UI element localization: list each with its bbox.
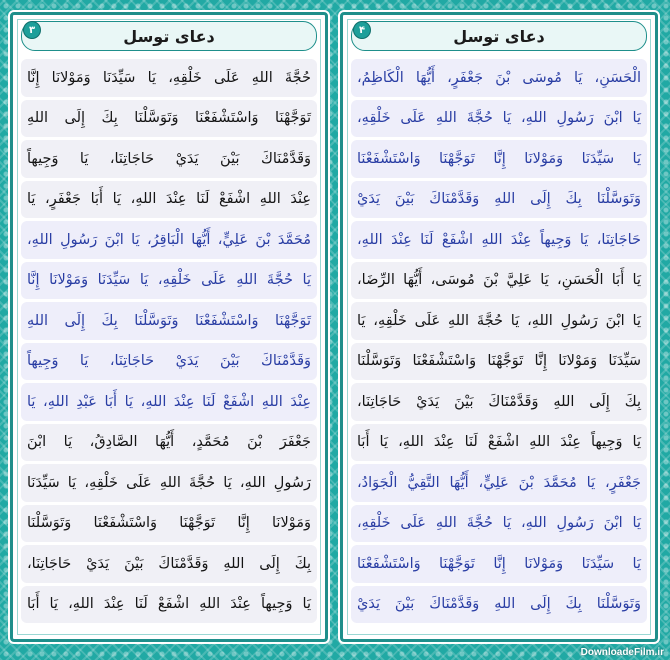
page-number-badge: ۴ <box>353 21 371 39</box>
text-line-content: تَوَجَّهْنَا وَاسْتَشْفَعْنَا وَتَوَسَّلْنَا بِكَ إِلَى اللهِ <box>27 312 311 329</box>
text-line <box>21 140 317 178</box>
left-page-header <box>21 21 317 51</box>
text-line-content: عِنْدَ اللهِ اشْفَعْ لَنَا عِنْدَ اللهِ، يَا أَبَا جَعْفَرٍ، يَا <box>27 191 311 208</box>
text-line <box>351 140 647 178</box>
text-line-content: الْحَسَنِ، يَا مُوسَى بْنَ جَعْفَرٍ، أَيُّهَا الْكَاظِمُ، <box>357 69 641 86</box>
text-line <box>21 59 317 97</box>
text-line <box>351 505 647 543</box>
text-line-content: يَا ابْنَ رَسُولِ اللهِ، يَا حُجَّةَ اللهِ عَلَى خَلْقِهِ، يَا <box>357 312 641 329</box>
text-line <box>351 383 647 421</box>
text-line <box>21 586 317 624</box>
text-line <box>351 343 647 381</box>
text-line-content: عِنْدَ اللهِ اشْفَعْ لَنَا عِنْدَ اللهِ، يَا أَبَا عَبْدِ اللهِ، يَا <box>27 393 311 410</box>
text-line <box>21 343 317 381</box>
text-line <box>21 100 317 138</box>
text-line-content: يَا حُجَّةَ اللهِ عَلَى خَلْقِهِ، يَا سَيِّدَنَا وَمَوْلانَا إِنَّا <box>27 272 311 289</box>
text-line-content: بِكَ إِلَى اللهِ وَقَدَّمْنَاكَ بَيْنَ يَدَيْ حَاجَاتِنَا، <box>27 555 311 572</box>
text-line <box>351 59 647 97</box>
text-line-content: سَيِّدَنَا وَمَوْلانَا إِنَّا تَوَجَّهْنَا وَاسْتَشْفَعْنَا وَتَوَسَّلْنَا <box>357 353 641 370</box>
text-line-content: وَقَدَّمْنَاكَ بَيْنَ يَدَيْ حَاجَاتِنَا، يَا وَجِيهاً <box>27 150 311 167</box>
text-line <box>351 545 647 583</box>
text-line-content: تَوَجَّهْنَا وَاسْتَشْفَعْنَا وَتَوَسَّلْنَا بِكَ إِلَى اللهِ <box>27 110 311 127</box>
text-line-content: يَا سَيِّدَنَا وَمَوْلانَا إِنَّا تَوَجَّهْنَا وَاسْتَشْفَعْنَا <box>357 150 641 167</box>
right-page-header <box>351 21 647 51</box>
text-line-content: يَا سَيِّدَنَا وَمَوْلانَا إِنَّا تَوَجَّهْنَا وَاسْتَشْفَعْنَا <box>357 555 641 572</box>
text-line <box>21 302 317 340</box>
text-line-content: وَتَوَسَّلْنَا بِكَ إِلَى اللهِ وَقَدَّمْنَاكَ بَيْنَ يَدَيْ <box>357 191 641 208</box>
text-line-content: حُجَّةَ اللهِ عَلَى خَلْقِهِ، يَا سَيِّدَنَا وَمَوْلانَا إِنَّا <box>27 69 311 86</box>
text-line-content: يَا وَجِيهاً عِنْدَ اللهِ اشْفَعْ لَنَا عِنْدَ اللهِ، يَا أَبَا <box>357 434 641 451</box>
page-title: دعای توسل <box>123 26 215 46</box>
watermark: DownloadeFilm.ir <box>580 647 664 658</box>
text-line-content: يَا ابْنَ رَسُولِ اللهِ، يَا حُجَّةَ اللهِ عَلَى خَلْقِهِ، <box>357 110 641 127</box>
text-line-content: يَا ابْنَ رَسُولِ اللهِ، يَا حُجَّةَ اللهِ عَلَى خَلْقِهِ، <box>357 515 641 532</box>
text-line <box>21 262 317 300</box>
text-line <box>351 586 647 624</box>
text-line-content: يَا أَبَا الْحَسَنِ، يَا عَلِيَّ بْنَ مُوسَى، أَيُّهَا الرِّضَا، <box>357 272 641 289</box>
text-line-content: رَسُولِ اللهِ، يَا حُجَّةَ اللهِ عَلَى خَلْقِهِ، يَا سَيِّدَنَا <box>27 474 311 491</box>
text-line <box>21 505 317 543</box>
page-number-badge: ۳ <box>23 21 41 39</box>
text-line-content: وَتَوَسَّلْنَا بِكَ إِلَى اللهِ وَقَدَّمْنَاكَ بَيْنَ يَدَيْ <box>357 596 641 613</box>
text-line-content: مُحَمَّدَ بْنَ عَلِيٍّ، أَيُّهَا الْبَاقِرُ، يَا ابْنَ رَسُولِ اللهِ، <box>27 231 311 248</box>
text-line <box>351 424 647 462</box>
text-line <box>21 383 317 421</box>
left-page <box>10 12 328 642</box>
text-line-content: يَا وَجِيهاً عِنْدَ اللهِ اشْفَعْ لَنَا عِنْدَ اللهِ، يَا أَبَا <box>27 596 311 613</box>
text-line-content: حَاجَاتِنَا، يَا وَجِيهاً عِنْدَ اللهِ اشْفَعْ لَنَا عِنْدَ اللهِ، <box>357 231 641 248</box>
text-line <box>351 262 647 300</box>
text-line <box>351 100 647 138</box>
right-page-text <box>351 59 647 623</box>
text-line <box>351 464 647 502</box>
text-line <box>21 181 317 219</box>
text-line <box>21 221 317 259</box>
right-page <box>340 12 658 642</box>
text-line-content: جَعْفَرَ بْنَ مُحَمَّدٍ، أَيُّهَا الصَّادِقُ، يَا ابْنَ <box>27 434 311 451</box>
page-title: دعای توسل <box>453 26 545 46</box>
text-line-content: بِكَ إِلَى اللهِ وَقَدَّمْنَاكَ بَيْنَ يَدَيْ حَاجَاتِنَا، <box>357 393 641 410</box>
text-line <box>351 302 647 340</box>
text-line <box>351 221 647 259</box>
text-line-content: جَعْفَرٍ، يَا مُحَمَّدَ بْنَ عَلِيٍّ، أَيُّهَا التَّقِيُّ الْجَوَادُ، <box>357 474 641 491</box>
text-line <box>351 181 647 219</box>
text-line-content: وَقَدَّمْنَاكَ بَيْنَ يَدَيْ حَاجَاتِنَا، يَا وَجِيهاً <box>27 353 311 370</box>
text-line <box>21 545 317 583</box>
left-page-text <box>21 59 317 623</box>
text-line-content: وَمَوْلانَا إِنَّا تَوَجَّهْنَا وَاسْتَشْفَعْنَا وَتَوَسَّلْنَا <box>27 515 311 532</box>
text-line <box>21 464 317 502</box>
text-line <box>21 424 317 462</box>
